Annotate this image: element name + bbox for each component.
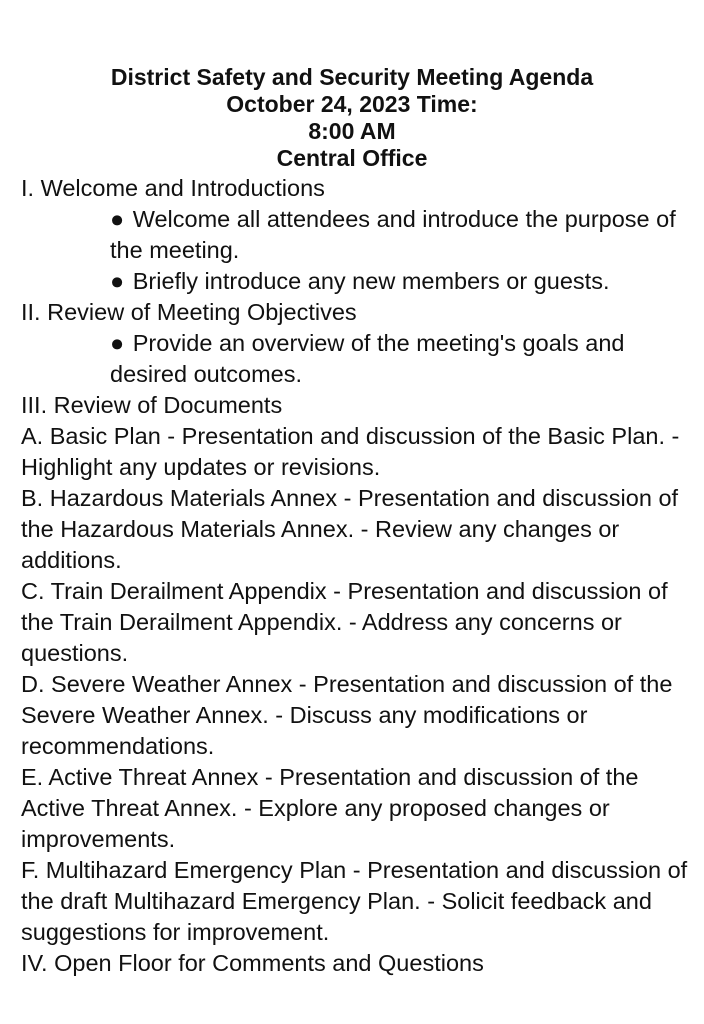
document-item-basic-plan: A. Basic Plan - Presentation and discussion of the Basic Plan. - Highlight any updates or revisions. xyxy=(21,423,680,480)
document-item-train-derailment: C. Train Derailment Appendix - Presentation and discussion of the Train Derailment Appendix. - Address any concerns or questions. xyxy=(21,578,668,666)
agenda-header xyxy=(0,64,704,172)
bullet-icon: ● xyxy=(110,206,125,232)
bullet-item xyxy=(110,204,693,266)
bullet-item xyxy=(110,266,693,297)
bullet-icon: ● xyxy=(110,268,125,294)
section-heading-welcome: I. Welcome and Introductions xyxy=(21,175,325,201)
section-heading-documents: III. Review of Documents xyxy=(21,392,283,418)
section-heading-objectives: II. Review of Meeting Objectives xyxy=(21,299,357,325)
document-item-hazmat-annex: B. Hazardous Materials Annex - Presentation and discussion of the Hazardous Materials Annex. - Review any changes or additions. xyxy=(21,485,679,573)
document-item-multihazard-plan: F. Multihazard Emergency Plan - Presentation and discussion of the draft Multihazard Emergency Plan. - Solicit feedback and suggestions for improvement. xyxy=(21,857,688,945)
section-heading-open-floor: IV. Open Floor for Comments and Questions xyxy=(21,950,484,976)
agenda-time: 8:00 AM xyxy=(308,118,396,144)
bullet-item xyxy=(110,328,693,390)
agenda-location: Central Office xyxy=(276,145,428,171)
agenda-body xyxy=(21,173,693,979)
bullet-text: Provide an overview of the meeting's goals and desired outcomes. xyxy=(110,330,625,387)
bullet-text: Welcome all attendees and introduce the purpose of the meeting. xyxy=(110,206,676,263)
bullet-icon: ● xyxy=(110,330,125,356)
bullet-text: Briefly introduce any new members or guests. xyxy=(132,268,610,294)
agenda-title: District Safety and Security Meeting Agenda xyxy=(110,64,594,90)
document-item-severe-weather: D. Severe Weather Annex - Presentation and discussion of the Severe Weather Annex. - Discuss any modifications or recommendations. xyxy=(21,671,673,759)
agenda-date-time: October 24, 2023 Time: xyxy=(226,91,478,117)
document-item-active-threat: E. Active Threat Annex - Presentation and discussion of the Active Threat Annex. - Explore any proposed changes or improvements. xyxy=(21,764,639,852)
